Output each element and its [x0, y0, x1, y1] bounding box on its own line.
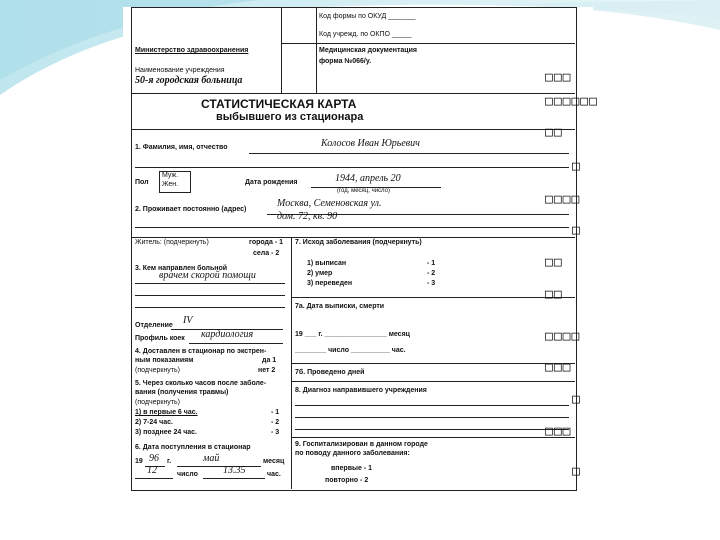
header-divider [281, 43, 575, 44]
hours-label: 5. Через сколько часов после заболе- [135, 380, 267, 387]
admission-day-line [135, 478, 173, 479]
blank-line [295, 417, 569, 418]
discharge-date-month: 19 ___ г. ________________ месяц [295, 331, 410, 338]
bed-profile-value: кардиология [201, 329, 254, 340]
bed-days-label: 7б. Проведено дней [295, 369, 365, 376]
sidebar-glyphs: □□□ [545, 70, 572, 85]
resident-city: города - 1 [249, 239, 284, 246]
admission-19: 19 [135, 458, 143, 465]
referral-diagnosis-label: 8. Диагноз направившего учреждения [295, 387, 427, 394]
admission-label: 6. Дата поступления в стационар [135, 444, 251, 451]
discharge-date-label: 7а. Дата выписки, смерти [295, 303, 385, 310]
hours-option-2: 2) 7-24 час. [135, 419, 173, 426]
okpo-code: Код учрежд. по ОКПО _____ [319, 31, 412, 38]
blank-line [135, 167, 569, 168]
institution-value: 50-я городская больница [135, 75, 243, 86]
discharge-date-day: ________ число __________ час. [295, 347, 406, 354]
admission-year-suffix: г. [167, 458, 172, 465]
address-value: Москва, Семеновская ул. [277, 198, 382, 209]
institution-label: Наименование учреждения [135, 67, 225, 74]
admission-month-label: месяц [263, 458, 285, 465]
blank-line [135, 295, 285, 296]
hours-code-3: - 3 [271, 429, 280, 436]
address-label: 2. Проживает постоянно (адрес) [135, 206, 247, 213]
admission-year: 96 [149, 453, 159, 464]
section-divider [131, 237, 575, 238]
resident-village: села - 2 [253, 250, 280, 257]
form-subtitle: выбывшего из стационара [216, 111, 364, 123]
bed-profile-underline [189, 343, 283, 344]
sidebar-glyphs: □ [572, 223, 581, 238]
form-number: форма №066/у. [319, 58, 372, 65]
emergency-label-2: ным показаниям [135, 357, 194, 364]
sex-label: Пол [135, 179, 149, 186]
header-divider [281, 7, 282, 93]
ministry-label: Министерство здравоохранения [135, 47, 249, 54]
resident-label: Житель: (подчеркнуть) [135, 239, 209, 246]
admission-time: 13.35 [223, 465, 246, 476]
address-underline [135, 227, 569, 228]
sidebar-glyphs: □□□□ [545, 329, 581, 344]
blank-line [135, 307, 285, 308]
hours-code-1: - 1 [271, 409, 280, 416]
hospitalized-label: 9. Госпитализирован в данном городе [295, 441, 428, 448]
sidebar-glyphs: □□ [545, 287, 563, 302]
outcome-code-1: - 1 [427, 260, 436, 267]
okud-code: Код формы по ОКУД _______ [319, 13, 416, 20]
name-label: 1. Фамилия, имя, отчество [135, 144, 228, 151]
form-document [123, 7, 598, 527]
hours-code-2: - 2 [271, 419, 280, 426]
sent-by-value: врачем скорой помощи [159, 270, 256, 281]
outcome-died: 2) умер [307, 270, 333, 277]
sidebar-glyphs: □□□□□□ [545, 94, 598, 109]
sex-female: Жен. [162, 181, 179, 188]
address-value-2: дом. 72, кв. 90 [277, 211, 338, 222]
admission-day: 12 [147, 465, 157, 476]
department-label: Отделение [135, 322, 173, 329]
sidebar-glyphs: □ [572, 392, 581, 407]
sidebar-glyphs: □□□□ [545, 192, 581, 207]
form-title: СТАТИСТИЧЕСКАЯ КАРТА [201, 97, 357, 111]
sidebar-glyphs: □□ [545, 255, 563, 270]
hours-option-1: 1) в первые 6 час. [135, 409, 198, 416]
outcome-code-3: - 3 [427, 280, 436, 287]
department-value: IV [183, 315, 193, 326]
sidebar-glyphs: □□ [545, 125, 563, 140]
sidebar-glyphs: □ [572, 159, 581, 174]
blank-line [295, 405, 569, 406]
outcome-transferred: 3) переведен [307, 280, 353, 287]
admission-time-line [203, 478, 265, 479]
dob-value: 1944, апрель 20 [335, 173, 401, 184]
emergency-hint: (подчеркнуть) [135, 367, 180, 374]
sent-by-label: 3. Кем направлен больной [135, 265, 228, 272]
admission-day-label: число [177, 471, 198, 478]
emergency-no: нет 2 [258, 367, 276, 374]
outcome-label: 7. Исход заболевания (подчеркнуть) [295, 239, 422, 246]
med-doc-label: Медицинская документация [319, 47, 417, 54]
form-066 [131, 7, 577, 491]
admission-month-line [177, 466, 261, 467]
dob-hint: (год, месяц, число) [337, 188, 390, 194]
emergency-yes: да 1 [262, 357, 277, 364]
blank-line [295, 429, 569, 430]
dob-label: Дата рождения [245, 179, 298, 186]
section-divider [291, 363, 575, 364]
sex-male: Муж. [162, 172, 179, 179]
hospitalized-first: впервые - 1 [331, 465, 372, 472]
section-divider [291, 381, 575, 382]
hours-hint: (подчеркнуть) [135, 399, 180, 406]
section-divider [291, 437, 575, 438]
header-divider [316, 7, 317, 93]
hospitalized-label-2: по поводу данного заболевания: [295, 450, 410, 457]
outcome-discharged: 1) выписан [307, 260, 347, 267]
admission-time-label: час. [267, 471, 281, 478]
bed-profile-label: Профиль коек [135, 335, 185, 342]
hospitalized-repeat: повторно - 2 [325, 477, 369, 484]
title-divider [131, 129, 575, 130]
hours-option-3: 3) позднее 24 час. [135, 429, 197, 436]
emergency-label: 4. Доставлен в стационар по экстрен- [135, 348, 267, 355]
sidebar-glyphs: □□□ [545, 424, 572, 439]
name-value: Колосов Иван Юрьевич [321, 138, 420, 149]
admission-month: май [203, 453, 220, 464]
section-divider [291, 297, 575, 298]
sent-by-underline [135, 283, 285, 284]
header-divider [131, 93, 575, 94]
sidebar-glyphs: □□□ [545, 360, 572, 375]
name-underline [249, 153, 569, 154]
hours-label-2: вания (получения травмы) [135, 389, 229, 396]
outcome-code-2: - 2 [427, 270, 436, 277]
sidebar-glyphs: □ [572, 464, 581, 479]
